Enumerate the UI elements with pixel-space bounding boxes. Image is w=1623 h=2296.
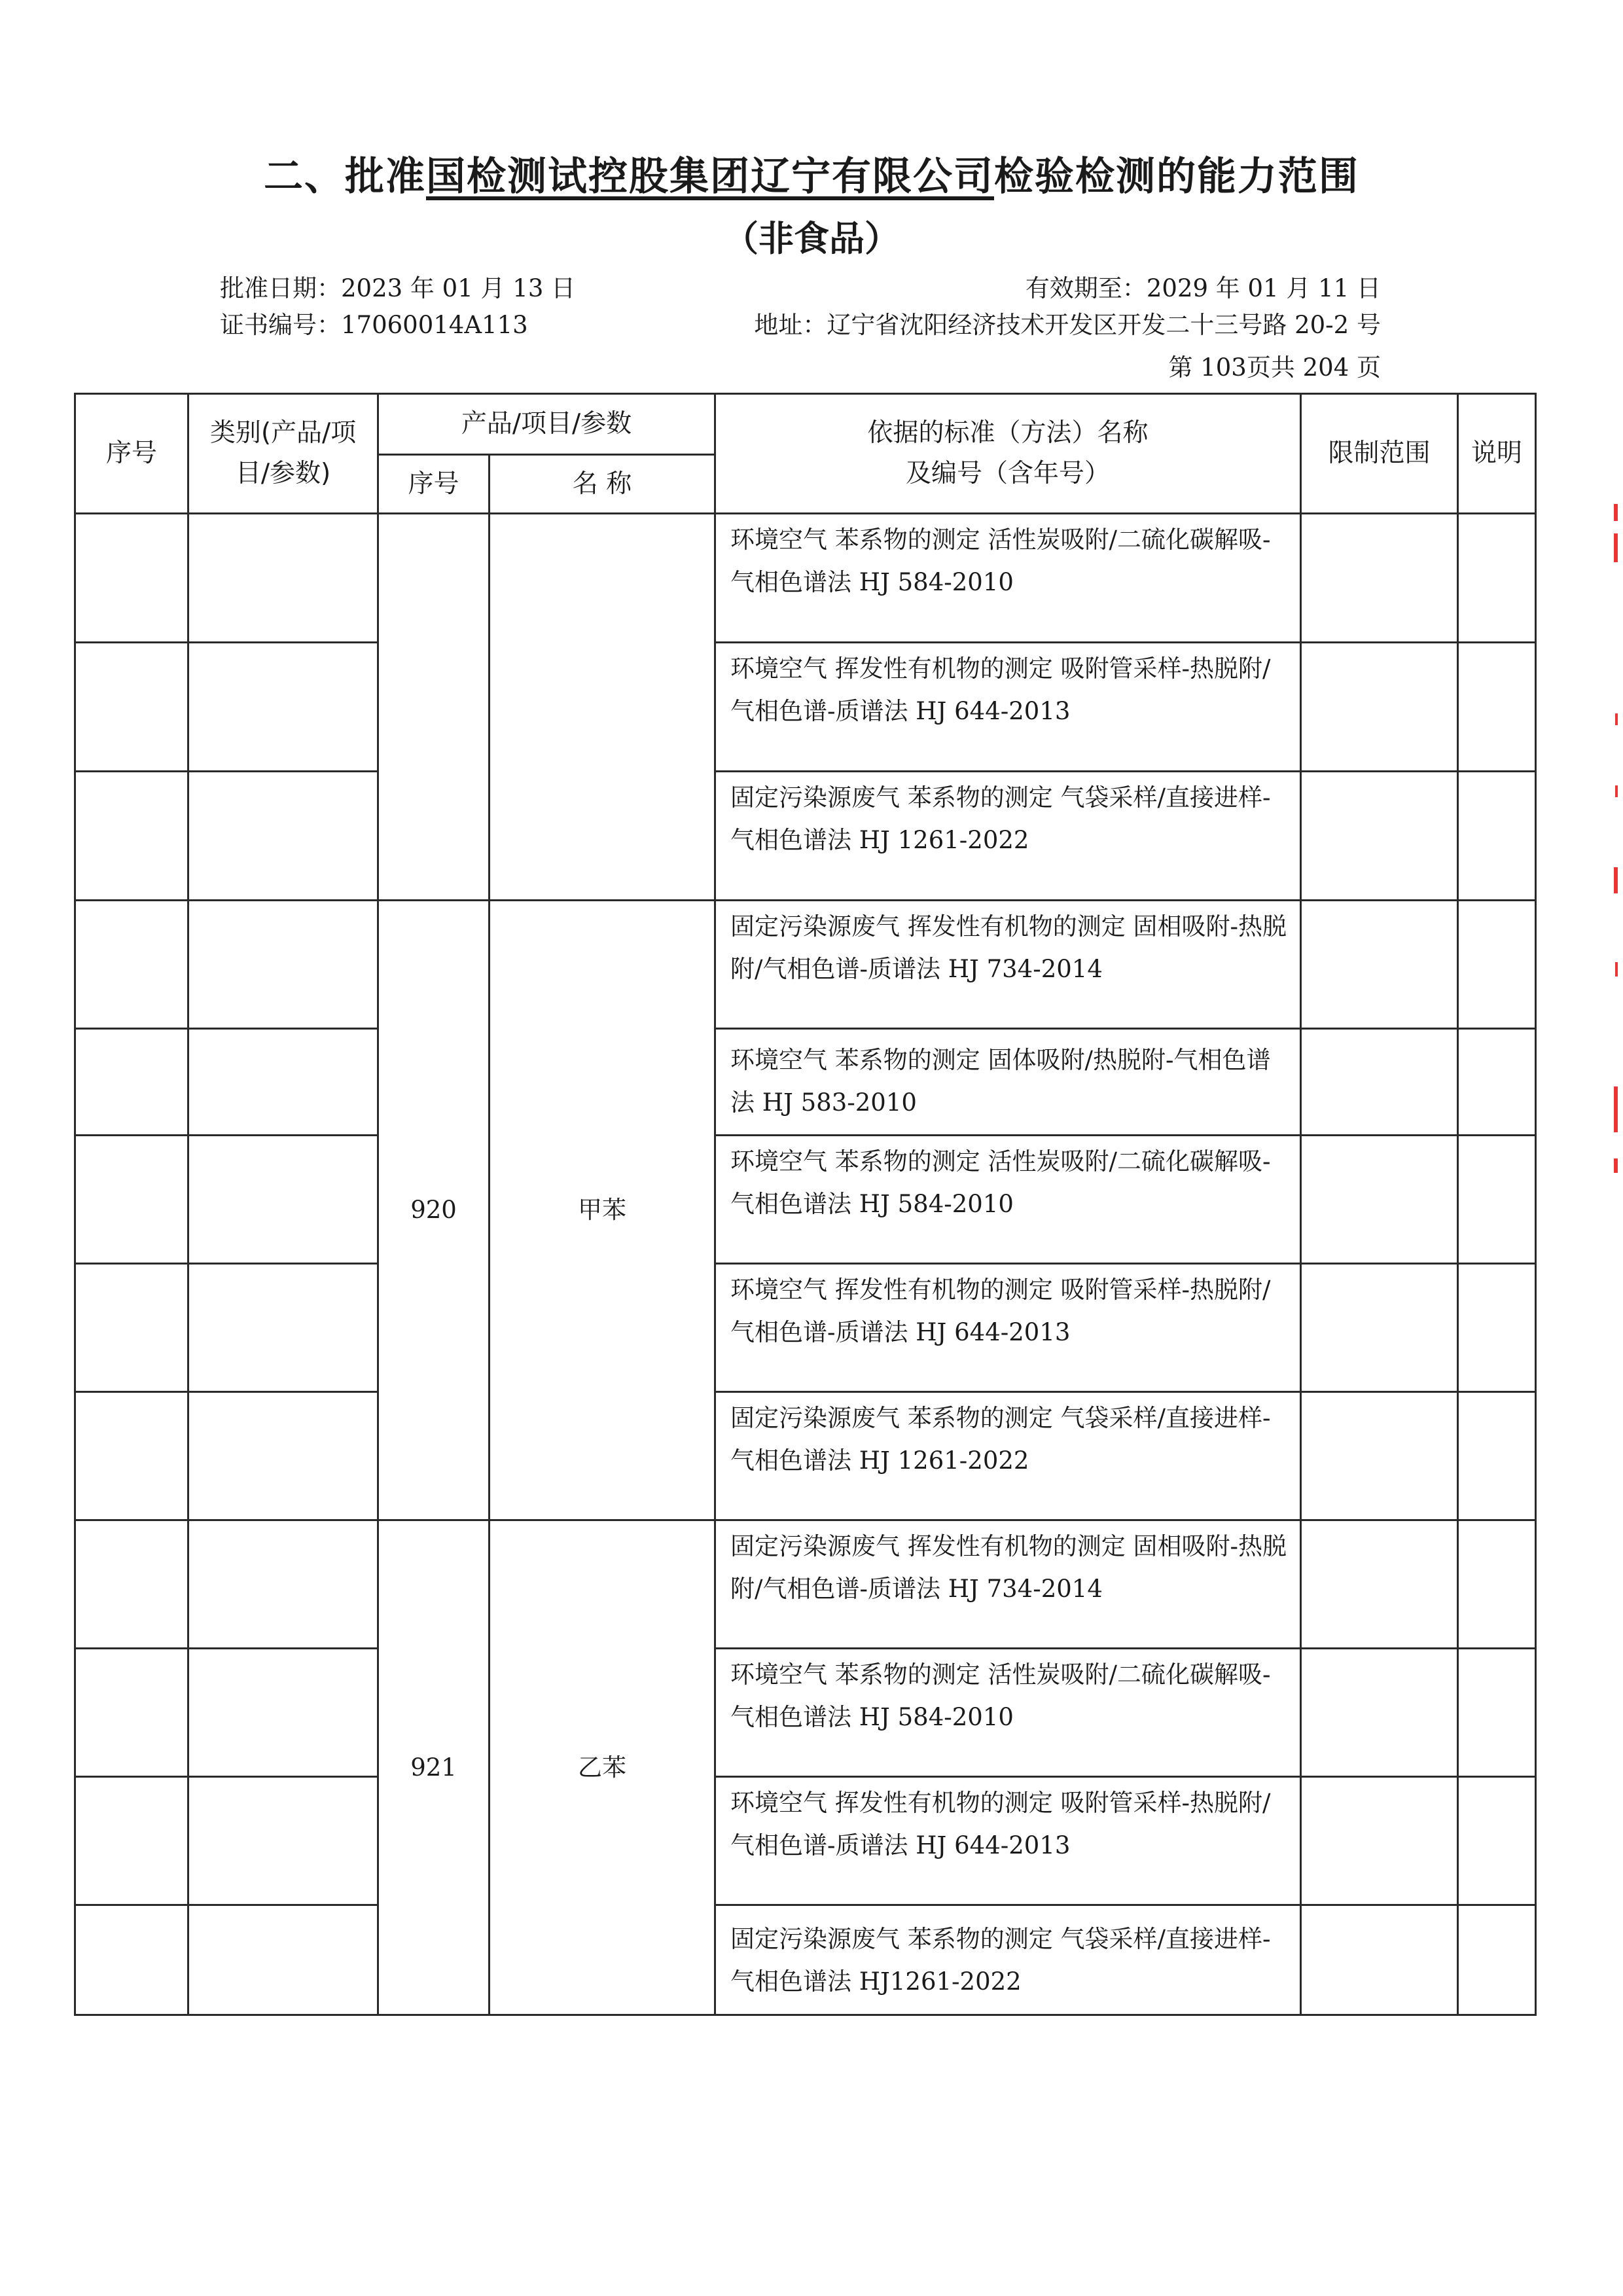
category-cell <box>188 1392 378 1520</box>
category-cell <box>188 772 378 901</box>
standard-cell: 固定污染源废气 苯系物的测定 气袋采样/直接进样-气相色谱法 HJ 1261-2022 <box>715 1392 1301 1520</box>
table-row <box>75 1392 1536 1520</box>
standard-cell: 环境空气 苯系物的测定 活性炭吸附/二硫化碳解吸-气相色谱法 HJ 584-2010 <box>715 1136 1301 1264</box>
header-product-group: 产品/项目/参数 <box>378 394 715 455</box>
limit-cell <box>1301 1777 1458 1905</box>
note-cell <box>1458 1649 1536 1777</box>
scan-edge-mark <box>1614 533 1618 562</box>
scan-edge-mark <box>1614 504 1618 521</box>
category-cell <box>188 1905 378 2015</box>
header-sub-name: 名 称 <box>490 455 715 514</box>
note-cell <box>1458 1264 1536 1392</box>
note-cell <box>1458 1905 1536 2015</box>
limit-cell <box>1301 514 1458 643</box>
note-cell <box>1458 1136 1536 1264</box>
note-cell <box>1458 901 1536 1029</box>
table-row <box>75 1520 1536 1649</box>
category-cell <box>188 1029 378 1136</box>
item-name <box>490 514 715 901</box>
seq-cell <box>75 772 188 901</box>
limit-cell <box>1301 772 1458 901</box>
page-subtitle: （非食品） <box>723 218 900 259</box>
item-name: 甲苯 <box>490 901 715 1520</box>
limit-cell <box>1301 1264 1458 1392</box>
seq-cell <box>75 1649 188 1777</box>
title-organization: 国检测试控股集团辽宁有限公司 <box>426 154 994 200</box>
standard-cell: 环境空气 苯系物的测定 活性炭吸附/二硫化碳解吸-气相色谱法 HJ 584-2010 <box>715 514 1301 643</box>
table-row <box>75 901 1536 1029</box>
scan-edge-mark <box>1615 713 1618 725</box>
seq-cell <box>75 1264 188 1392</box>
header-sub-seq: 序号 <box>378 455 490 514</box>
scan-edge-mark <box>1615 785 1618 797</box>
note-cell <box>1458 772 1536 901</box>
limit-cell <box>1301 1649 1458 1777</box>
standard-cell: 环境空气 苯系物的测定 活性炭吸附/二硫化碳解吸-气相色谱法 HJ 584-2010 <box>715 1649 1301 1777</box>
valid-until: 有效期至：2029 年 01 月 11 日 <box>1025 274 1381 302</box>
category-cell <box>188 1777 378 1905</box>
note-cell <box>1458 643 1536 772</box>
category-cell <box>188 1520 378 1649</box>
limit-cell <box>1301 1905 1458 2015</box>
limit-cell <box>1301 1136 1458 1264</box>
seq-cell <box>75 1136 188 1264</box>
table-row <box>75 643 1536 772</box>
note-cell <box>1458 514 1536 643</box>
note-cell <box>1458 1777 1536 1905</box>
table-row <box>75 1777 1536 1905</box>
header-standard-line1: 依据的标准（方法）名称 <box>867 418 1149 448</box>
standard-cell: 环境空气 挥发性有机物的测定 吸附管采样-热脱附/气相色谱-质谱法 HJ 644-2013 <box>715 1777 1301 1905</box>
title-suffix: 检验检测的能力范围 <box>994 154 1359 200</box>
scan-edge-mark <box>1614 867 1618 893</box>
standard-cell: 环境空气 挥发性有机物的测定 吸附管采样-热脱附/气相色谱-质谱法 HJ 644-2013 <box>715 1264 1301 1392</box>
category-cell <box>188 901 378 1029</box>
table-row <box>75 1649 1536 1777</box>
standard-cell: 固定污染源废气 挥发性有机物的测定 固相吸附-热脱附/气相色谱-质谱法 HJ 734-2014 <box>715 901 1301 1029</box>
standard-cell: 固定污染源废气 挥发性有机物的测定 固相吸附-热脱附/气相色谱-质谱法 HJ 734-2014 <box>715 1520 1301 1649</box>
standard-cell: 固定污染源废气 苯系物的测定 气袋采样/直接进样-气相色谱法 HJ1261-2022 <box>715 1905 1301 2015</box>
header-category: 类别(产品/项目/参数) <box>188 394 378 514</box>
table-body <box>75 514 1536 2015</box>
header-standard-line2: 及编号（含年号） <box>905 459 1110 488</box>
category-cell <box>188 1649 378 1777</box>
table-row <box>75 514 1536 643</box>
table-header <box>75 394 1536 514</box>
scan-edge-mark <box>1614 1158 1618 1173</box>
approval-date: 批准日期：2023 年 01 月 13 日 <box>220 274 576 302</box>
category-cell <box>188 514 378 643</box>
seq-cell <box>75 643 188 772</box>
item-seq: 921 <box>378 1520 490 2015</box>
category-cell <box>188 643 378 772</box>
header-standard <box>715 394 1301 514</box>
certificate-number: 证书编号：17060014A113 <box>220 311 528 339</box>
table-row <box>75 1136 1536 1264</box>
category-cell <box>188 1264 378 1392</box>
item-name: 乙苯 <box>490 1520 715 2015</box>
limit-cell <box>1301 1029 1458 1136</box>
limit-cell <box>1301 901 1458 1029</box>
note-cell <box>1458 1029 1536 1136</box>
item-seq <box>378 514 490 901</box>
capability-table <box>74 393 1537 2016</box>
table-row <box>75 772 1536 901</box>
limit-cell <box>1301 643 1458 772</box>
seq-cell <box>75 514 188 643</box>
standard-cell: 固定污染源废气 苯系物的测定 气袋采样/直接进样-气相色谱法 HJ 1261-2022 <box>715 772 1301 901</box>
header-note: 说明 <box>1458 394 1536 514</box>
seq-cell <box>75 1777 188 1905</box>
table-row <box>75 1264 1536 1392</box>
note-cell <box>1458 1520 1536 1649</box>
header-limit: 限制范围 <box>1301 394 1458 514</box>
seq-cell <box>75 901 188 1029</box>
limit-cell <box>1301 1392 1458 1520</box>
table-row <box>75 1029 1536 1136</box>
category-cell <box>188 1136 378 1264</box>
title-prefix: 二、批准 <box>264 154 426 200</box>
note-cell <box>1458 1392 1536 1520</box>
standard-cell: 环境空气 苯系物的测定 固体吸附/热脱附-气相色谱法 HJ 583-2010 <box>715 1029 1301 1136</box>
address: 地址：辽宁省沈阳经济技术开发区开发二十三号路 20-2 号 <box>754 311 1381 339</box>
seq-cell <box>75 1905 188 2015</box>
scan-edge-mark <box>1614 1086 1618 1132</box>
item-seq: 920 <box>378 901 490 1520</box>
seq-cell <box>75 1029 188 1136</box>
table-row <box>75 1905 1536 2015</box>
page-title <box>0 145 1623 202</box>
header-seq: 序号 <box>75 394 188 514</box>
scan-edge-mark <box>1615 962 1618 977</box>
seq-cell <box>75 1520 188 1649</box>
page-number: 第 103页共 204 页 <box>1168 353 1381 382</box>
limit-cell <box>1301 1520 1458 1649</box>
standard-cell: 环境空气 挥发性有机物的测定 吸附管采样-热脱附/气相色谱-质谱法 HJ 644-2013 <box>715 643 1301 772</box>
seq-cell <box>75 1392 188 1520</box>
